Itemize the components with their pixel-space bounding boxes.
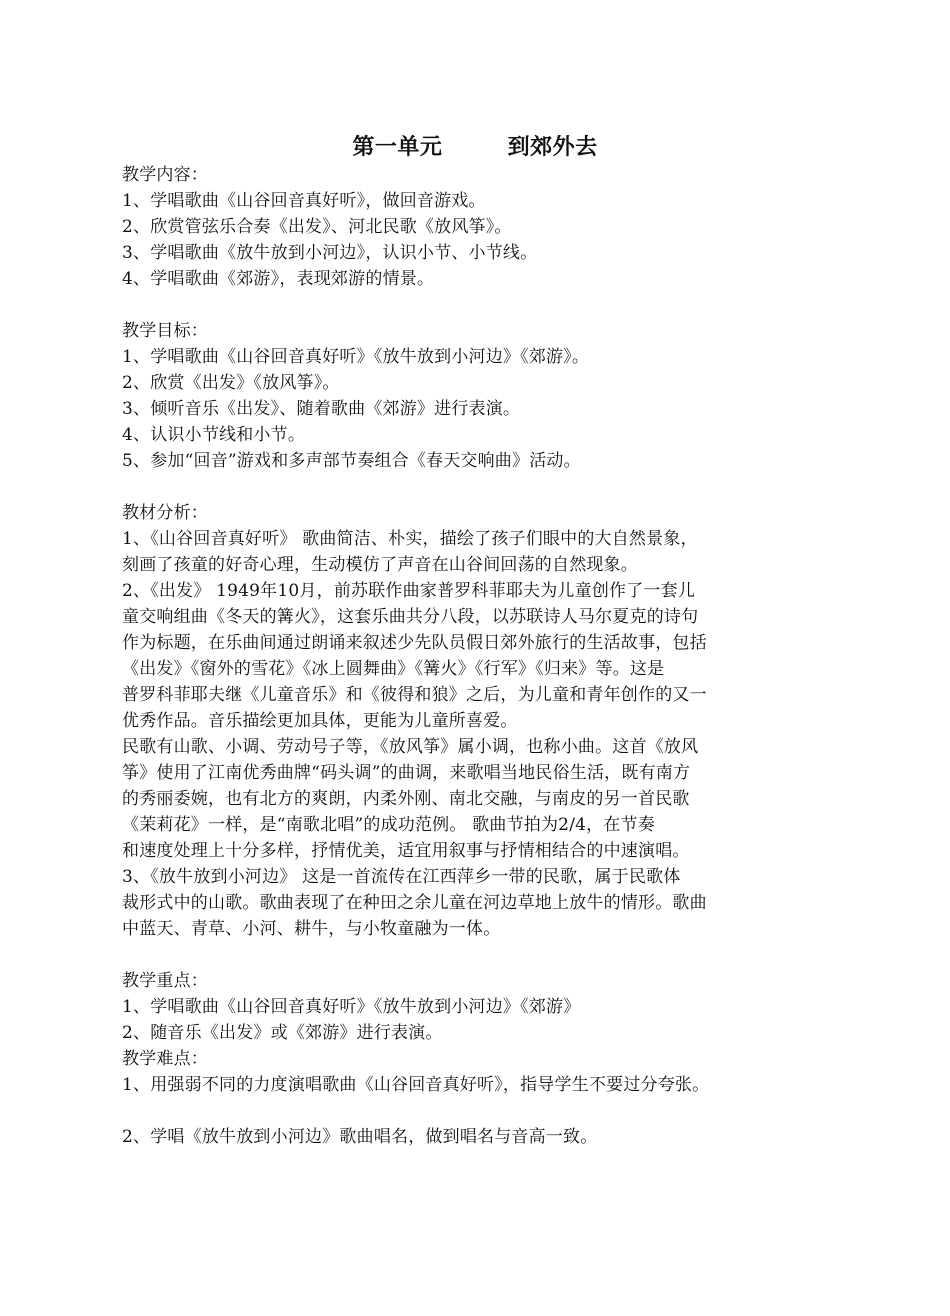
section-gap xyxy=(122,474,842,500)
goal-item-5: 5、参加“回音”游戏和多声部节奏组合《春天交响曲》活动。 xyxy=(122,451,581,471)
analysis-line-15: 裁形式中的山歌。歌曲表现了在种田之余儿童在河边草地上放牛的情形。歌曲 xyxy=(122,893,707,913)
analysis-line-4: 童交响组曲《冬天的篝火》，这套乐曲共分八段，以苏联诗人马尔夏克的诗句 xyxy=(122,607,699,627)
analysis-line-6: 《出发》《窗外的雪花》《冰上圆舞曲》《篝火》《行军》《归来》等。这是 xyxy=(122,659,665,679)
section-gap xyxy=(122,1098,842,1124)
section-heading-goals: 教学目标： xyxy=(122,321,208,341)
section-heading-difficulties: 教学难点： xyxy=(122,1049,208,1069)
content-item-2: 2、欣赏管弦乐合奏《出发》、河北民歌《放风筝》。 xyxy=(122,217,512,237)
section-gap xyxy=(122,942,842,968)
key-point-item-1: 1、学唱歌曲《山谷回音真好听》《放牛放到小河边》《郊游》 xyxy=(122,997,581,1017)
document-body xyxy=(122,162,842,1150)
analysis-line-7: 普罗科菲耶夫继《儿童音乐》和《彼得和狼》之后，为儿童和青年创作的又一 xyxy=(122,685,707,705)
content-item-3: 3、学唱歌曲《放牛放到小河边》，认识小节、小节线。 xyxy=(122,243,538,263)
key-point-item-2: 2、随音乐《出发》或《郊游》进行表演。 xyxy=(122,1023,443,1043)
goal-item-3: 3、倾听音乐《出发》、随着歌曲《郊游》进行表演。 xyxy=(122,399,521,419)
analysis-line-16: 中蓝天、青草、小河、耕牛，与小牧童融为一体。 xyxy=(122,919,501,939)
document-title: 第一单元 到郊外去 xyxy=(352,135,598,160)
analysis-line-8: 优秀作品。音乐描绘更加具体，更能为儿童所喜爱。 xyxy=(122,711,518,731)
analysis-line-5: 作为标题，在乐曲间通过朗诵来叙述少先队员假日郊外旅行的生活故事，包括 xyxy=(122,633,707,653)
difficulty-item-1: 1、用强弱不同的力度演唱歌曲《山谷回音真好听》，指导学生不要过分夸张。 xyxy=(122,1075,710,1095)
goal-item-2: 2、欣赏《出发》《放风筝》。 xyxy=(122,373,340,393)
analysis-line-1: 1、《山谷回音真好听》 歌曲简洁、朴实，描绘了孩子们眼中的大自然景象， xyxy=(122,529,698,549)
goal-item-4: 4、认识小节线和小节。 xyxy=(122,425,306,445)
analysis-line-13: 和速度处理上十分多样，抒情优美，适宜用叙事与抒情相结合的中速演唱。 xyxy=(122,841,690,861)
analysis-line-11: 的秀丽委婉，也有北方的爽朗，内柔外刚、南北交融，与南皮的另一首民歌 xyxy=(122,789,690,809)
section-heading-key-points: 教学重点： xyxy=(122,971,208,991)
analysis-line-9: 民歌有山歌、小调、劳动号子等，《放风筝》属小调，也称小曲。这首《放风 xyxy=(122,737,699,757)
section-gap xyxy=(122,292,842,318)
analysis-line-3: 2、《出发》 1949年10月，前苏联作曲家普罗科菲耶夫为儿童创作了一套儿 xyxy=(122,581,696,601)
content-item-4: 4、学唱歌曲《郊游》，表现郊游的情景。 xyxy=(122,269,435,289)
difficulty-item-2: 2、学唱《放牛放到小河边》歌曲唱名，做到唱名与音高一致。 xyxy=(122,1127,598,1147)
section-heading-analysis: 教材分析： xyxy=(122,503,208,523)
goal-item-1: 1、学唱歌曲《山谷回音真好听》《放牛放到小河边》《郊游》。 xyxy=(122,347,590,367)
analysis-line-12: 《茉莉花》一样，是“南歌北唱”的成功范例。 歌曲节拍为2/4，在节奏 xyxy=(122,815,655,835)
content-item-1: 1、学唱歌曲《山谷回音真好听》，做回音游戏。 xyxy=(122,191,486,211)
analysis-line-2: 刻画了孩童的好奇心理，生动模仿了声音在山谷间回荡的自然现象。 xyxy=(122,555,638,575)
section-heading-content: 教学内容： xyxy=(122,165,208,185)
analysis-line-14: 3、《放牛放到小河边》 这是一首流传在江西萍乡一带的民歌，属于民歌体 xyxy=(122,867,681,887)
analysis-line-10: 筝》使用了江南优秀曲牌“码头调”的曲调，来歌唱当地民俗生活，既有南方 xyxy=(122,763,691,783)
